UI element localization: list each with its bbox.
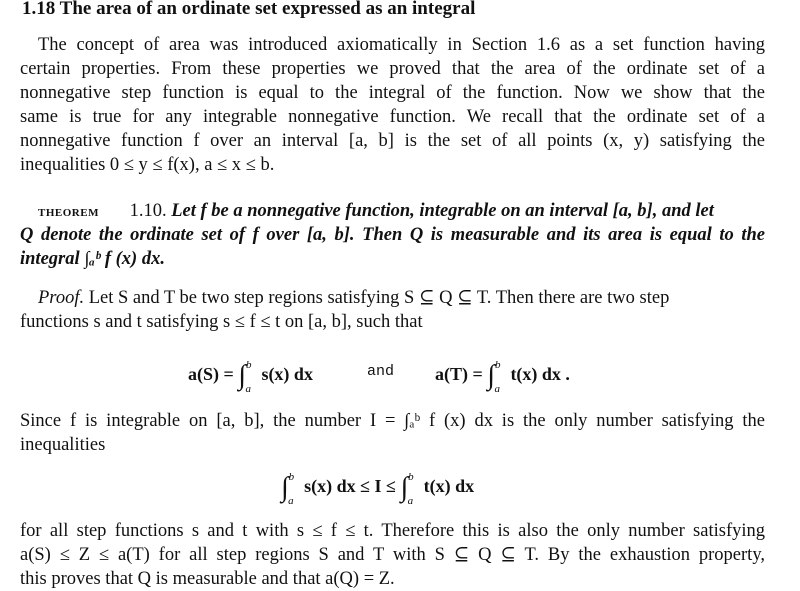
text-line: certain properties. From these properties we proved that the area of the ordinate set of a — [20, 59, 765, 79]
integral-sign: ∫ — [487, 360, 495, 391]
text-line: Since f is integrable on [a, b], the number I = ∫ₐᵇ f (x) dx is the only number satisfying the — [20, 411, 765, 431]
equation-and: and — [367, 363, 395, 380]
text-line: functions s and t satisfying s ≤ f ≤ t on [a, b], such that — [20, 312, 423, 332]
proof-paragraph — [20, 286, 765, 334]
integral-sign: ∫ — [281, 472, 289, 503]
final-paragraph — [20, 519, 765, 591]
theorem-text: Let f be a nonnegative function, integrable on an interval [a, b], and let — [171, 201, 714, 221]
proof-label: Proof. — [38, 288, 85, 308]
text-line: a(S) ≤ Z ≤ a(T) for all step regions S and T with S ⊆ Q ⊆ T. By the exhaustion property, — [20, 545, 765, 565]
text-line: nonnegative step function is equal to the integral of the function. Now we show that the — [20, 83, 765, 103]
text-line: nonnegative function f over an interval [a, b] is the set of all points (x, y) satisfying the — [20, 131, 765, 151]
since-paragraph — [20, 409, 765, 457]
intro-paragraph — [20, 33, 765, 177]
equation-area-s: a(S) = ∫$^b_a$ s(x) dx — [188, 359, 313, 395]
text-line: inequalities — [20, 435, 106, 455]
theorem-text: Q denote the ordinate set of f over [a, b]. Then Q is measurable and its area is equal to the — [20, 225, 765, 245]
equation-inequalities: ∫$^b_a$ s(x) dx ≤ I ≤ ∫$^b_a$ t(x) dx — [281, 471, 475, 507]
theorem-number: 1.10. — [129, 201, 167, 221]
text-line: this proves that Q is measurable and that a(Q) = Z. — [20, 569, 395, 589]
text-line: The concept of area was introduced axiomatically in Section 1.6 as a set function having — [38, 35, 765, 55]
text-line: for all step functions s and t with s ≤ f ≤ t. Therefore this is also the only number satisfying — [20, 521, 765, 541]
section-heading: 1.18 The area of an ordinate set expressed as an integral — [22, 0, 476, 19]
theorem-block — [20, 199, 765, 271]
integral-sign: ∫ — [400, 472, 409, 503]
integral-sign: ∫ — [238, 360, 246, 391]
theorem-text: integral ∫ₐᵇ f (x) dx. — [20, 249, 165, 269]
equation-area-t: a(T) = ∫$^b_a$ t(x) dx . — [435, 359, 570, 395]
text-line: Let S and T be two step regions satisfying S ⊆ Q ⊆ T. Then there are two step — [84, 288, 670, 308]
text-line: inequalities 0 ≤ y ≤ f(x), a ≤ x ≤ b. — [20, 155, 275, 175]
theorem-label: THEOREM — [38, 207, 99, 219]
text-line: same is true for any integrable nonnegative function. We recall that the ordinate set of a — [20, 107, 765, 127]
